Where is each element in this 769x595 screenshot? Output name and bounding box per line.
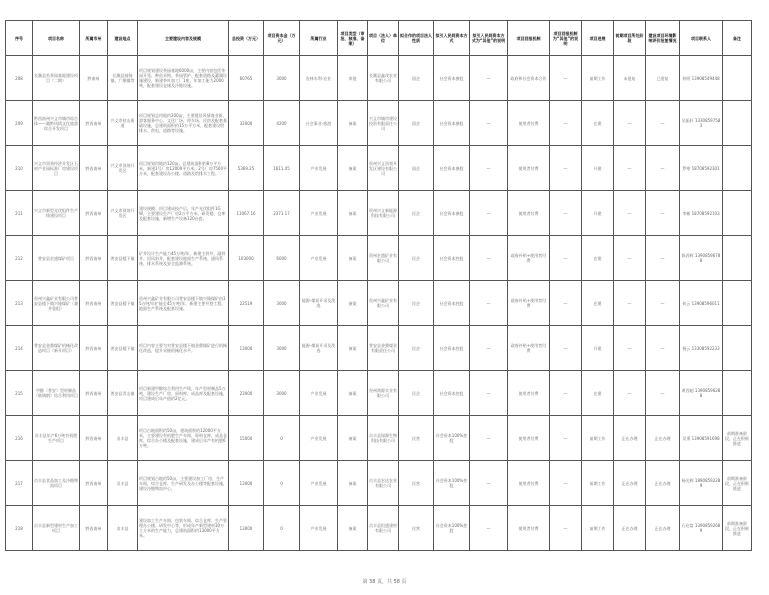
table-cell: 能源-煤炭开采及洗选 — [300, 281, 338, 326]
table-cell: 民企 — [399, 326, 434, 371]
table-cell: 产业发展 — [300, 371, 338, 416]
table-cell: 贞丰县 — [108, 506, 138, 551]
table-cell: — — [550, 506, 582, 551]
table-cell: — — [550, 416, 582, 461]
table-cell: 黔西南州兴义市城市综合体——湘黔风情文化旅游综合开发项目 — [33, 101, 80, 146]
table-cell: 李彬 18708592103 — [680, 191, 723, 236]
table-cell: 普安县金鼎煤矿机械化改造项目（新开项目） — [33, 326, 80, 371]
table-cell: — — [470, 236, 508, 281]
table-cell: — — [470, 146, 508, 191]
table-cell: 212 — [6, 236, 33, 281]
table-cell: 长顺县鑫茂农业有限公司 — [368, 56, 399, 101]
table-row — [6, 371, 752, 416]
table-cell: 使用者付费 — [508, 191, 550, 236]
table-cell: 贵州兴义新能源科技有限公司 — [368, 191, 399, 236]
table-cell: — — [550, 461, 582, 506]
column-header: 项目（法人）单位 — [368, 21, 399, 56]
table-cell — [723, 371, 752, 416]
column-header: 项目回报机制 — [508, 21, 550, 56]
table-cell: 贞丰县食品加工及冷链物流项目 — [33, 461, 80, 506]
table-cell: 黔西南州 — [80, 191, 108, 236]
construction-content: 建设加工生产车间、包装车间、综合仓库、生产管理办公楼、研发中心等，形成年产新型建材30万立方米的生产能力，总建筑面积约13000平方米。 — [139, 518, 227, 538]
table-cell: 产业发展 — [300, 191, 338, 236]
table-cell: — — [470, 461, 508, 506]
table-cell: — — [470, 191, 508, 236]
table-row — [6, 146, 752, 191]
table-cell: — — [614, 236, 646, 281]
table-cell: 政府和社会资本合作 — [508, 56, 550, 101]
construction-content: 项目规划建设茶园基地6000亩，主要内容包括茶园开垦、种苗采购、茶园管护、配套道路及灌溉设施建设，新建茶叶加工厂1座，年加工能力2000吨，配套建设仓储及冷链设施。 — [139, 68, 227, 88]
table-row — [6, 281, 752, 326]
column-header: 序号 — [6, 21, 33, 56]
table-cell: 4200 — [264, 101, 300, 146]
table-cell: 普安县金鼎煤业有限责任公司 — [368, 326, 399, 371]
table-row — [6, 506, 752, 551]
table-cell: 贞丰县 — [108, 416, 138, 461]
table-cell — [723, 56, 752, 101]
table-cell: 社会资本参股 — [434, 101, 470, 146]
table-cell: — — [614, 281, 646, 326]
table-cell: 黔南州 — [80, 56, 108, 101]
table-cell: 211 — [6, 191, 33, 236]
table-cell: 何明 13908549448 — [680, 56, 723, 101]
column-header: 备注 — [723, 21, 752, 56]
table-cell: 23000 — [229, 371, 264, 416]
table-cell: 使用者付费 — [508, 101, 550, 146]
column-header: 项目回报机制为“其他”的说明 — [550, 21, 582, 56]
table-cell — [723, 236, 752, 281]
table-cell: 备案 — [338, 146, 368, 191]
table-cell — [138, 371, 229, 416]
table-cell: 贵州兴鑫矿业有限公司普安县楼下镇兴隆煤矿（兼并重组） — [33, 281, 80, 326]
table-cell: — — [646, 101, 680, 146]
table-cell: 前期工作 — [582, 461, 614, 506]
table-cell: 政府补贴+使用者付费 — [508, 326, 550, 371]
table-cell: 在建 — [582, 281, 614, 326]
table-cell: 社会资本100%控股 — [434, 506, 470, 551]
table-cell: 正在办理 — [614, 461, 646, 506]
table-cell: — — [646, 146, 680, 191]
table-cell: 使用者付费 — [508, 506, 550, 551]
table-cell — [138, 416, 229, 461]
table-cell: — — [550, 146, 582, 191]
table-cell: 罗寒 18708592301 — [680, 146, 723, 191]
table-cell: 兴义市顶效开发区 — [108, 191, 138, 236]
table-cell: 215 — [6, 371, 33, 416]
table-cell: 黔西南州 — [80, 326, 108, 371]
table-cell: 已批复 — [646, 56, 680, 101]
column-header: 所属市州 — [80, 21, 108, 56]
table-row — [6, 101, 752, 146]
table-cell: 前期工作 — [582, 506, 614, 551]
table-cell: 石启富 13908592689 — [680, 506, 723, 551]
table-cell: 吴勇 13908591698 — [680, 416, 723, 461]
table-cell: 208 — [6, 56, 33, 101]
table-cell: — — [550, 101, 582, 146]
table-header-row — [6, 21, 752, 56]
table-cell: 黔西南州 — [80, 416, 108, 461]
table-cell — [138, 191, 229, 236]
table-cell: — — [470, 371, 508, 416]
column-header: 项目联系人 — [680, 21, 723, 56]
table-cell — [138, 506, 229, 551]
table-cell: 11067.16 — [229, 191, 264, 236]
table-cell: 社会资本参股 — [434, 56, 470, 101]
table-cell: 103000 — [229, 236, 264, 281]
table-cell: 开建 — [582, 326, 614, 371]
table-cell: — — [550, 191, 582, 236]
construction-content: 项目规划占地约50亩，主要建设加工厂房、生产车间、综合仓库、生产研发及办公楼等配套设施，建设冷链物流中心。 — [139, 475, 227, 491]
table-cell: 216 — [6, 416, 33, 461]
table-cell — [138, 461, 229, 506]
table-cell: 产业发展 — [300, 416, 338, 461]
table-cell: 备案 — [338, 281, 368, 326]
table-cell: 普安县青山镇 — [108, 371, 138, 416]
column-header: 总投资（万元） — [229, 21, 264, 56]
table-cell: 13000 — [229, 506, 264, 551]
table-cell: 长顺县鼓扬镇、广顺镇等 — [108, 56, 138, 101]
table-cell: — — [614, 371, 646, 416]
table-cell — [138, 101, 229, 146]
table-cell: 黔西南州 — [80, 146, 108, 191]
table-cell: 审批 — [338, 56, 368, 101]
table-cell: — — [614, 146, 646, 191]
column-header: 拟引入民间资本方式为“其他”的说明 — [470, 21, 508, 56]
column-header: 所属行业 — [300, 21, 338, 56]
table-cell: 兴义市顶效经济开发区石材产业园标准厂房建设项目 — [33, 146, 80, 191]
table-cell: 209 — [6, 101, 33, 146]
table-cell: 陈西辉 13908596788 — [680, 236, 723, 281]
table-cell: 民企 — [399, 281, 434, 326]
table-cell: 兴义市城市建设投资有限责任公司 — [368, 101, 399, 146]
table-cell: 社会资本100%控股 — [434, 416, 470, 461]
table-cell: 开建 — [582, 146, 614, 191]
table-cell: — — [646, 326, 680, 371]
table-cell: — — [646, 371, 680, 416]
construction-content: 矿井设计生产能力45万吨/年，新建主斜井、副斜井、回风斜井，配套建设地面生产系统、通风系统、排水系统及安全监测系统。 — [139, 250, 226, 266]
table-cell — [723, 326, 752, 371]
table-cell: 民营 — [399, 461, 434, 506]
column-header: 前期项目所处阶段 — [614, 21, 646, 56]
construction-content: 项目规划用地约120亩，总建筑面积约8万平方米，新建1号厂房12000平方米，2号厂房7500平方米，配套建设办公楼、道路及给排水工程。 — [139, 160, 227, 176]
table-row — [6, 236, 752, 281]
table-cell: 5369.25 — [229, 146, 264, 191]
table-row — [6, 191, 752, 236]
construction-content: 项目占地面积约50亩，建筑面积约12000平方米，主要建设有机肥生产车间、原料仓库、成品仓库、综合办公楼及配套设施，建成后年产有机肥6万吨。 — [139, 428, 227, 448]
table-cell: 3000 — [264, 326, 300, 371]
table-cell: 备案 — [338, 371, 368, 416]
table-cell: 备案 — [338, 236, 368, 281]
table-cell: 备案 — [338, 326, 368, 371]
table-cell — [138, 281, 229, 326]
table-cell: 社会资本控股 — [434, 326, 470, 371]
table-cell: 黄西超 13908596288 — [680, 371, 723, 416]
table-cell: 产业发展 — [300, 236, 338, 281]
table-cell: 6000 — [264, 236, 300, 281]
column-header: 主要建设内容及规模 — [138, 21, 229, 56]
table-cell: 3000 — [264, 281, 300, 326]
table-cell: 正在办理 — [646, 416, 680, 461]
table-cell: 黔西南州 — [80, 506, 108, 551]
table-cell: 未批复 — [614, 56, 646, 101]
table-cell: 贞丰县绿源生物科技有限公司 — [368, 416, 399, 461]
table-cell: 社会资本控股 — [434, 371, 470, 416]
table-cell — [723, 101, 752, 146]
table-cell: 国企 — [399, 146, 434, 191]
table-cell: 2371.17 — [264, 191, 300, 236]
table-cell: 产业发展 — [300, 146, 338, 191]
column-header: 建设项目环境影响评价批复情况 — [646, 21, 680, 56]
project-table — [5, 20, 752, 551]
table-cell — [138, 236, 229, 281]
table-cell: 使用者付费 — [508, 461, 550, 506]
table-cell: 在建 — [582, 236, 614, 281]
table-cell: 1611.45 — [264, 146, 300, 191]
table-cell: 贞丰县年产6万吨有机肥生产项目 — [33, 416, 80, 461]
table-cell: 政府补贴+使用者付费 — [508, 236, 550, 281]
table-cell: — — [646, 236, 680, 281]
table-row — [6, 461, 752, 506]
table-cell: 218 — [6, 506, 33, 551]
table-cell: — — [470, 101, 508, 146]
table-cell: 普安县楼下镇 — [108, 236, 138, 281]
table-cell: 贵州兴鑫矿业有限公司 — [368, 281, 399, 326]
table-cell: 备案 — [338, 191, 368, 236]
table-cell: 贞丰县恒盛建材有限公司 — [368, 506, 399, 551]
column-header: 项目类型（审批、核准、备案） — [338, 21, 368, 56]
table-cell: 前期准备阶段，正在积极推进 — [723, 461, 752, 506]
table-cell: 开建 — [582, 191, 614, 236]
table-cell: 社会资本参股 — [434, 191, 470, 236]
table-cell: — — [470, 326, 508, 371]
table-cell: 社会资本控股 — [434, 281, 470, 326]
table-cell: 22519 — [229, 281, 264, 326]
table-cell — [138, 146, 229, 191]
table-cell: 备案 — [338, 506, 368, 551]
construction-content: 项目新建甲醇综合利用生产线，年产型材制品5万吨，建设生产厂房、原料库、成品库及配套设施，项目建成后年产值约2亿元。 — [139, 385, 227, 401]
table-cell: 0 — [264, 416, 300, 461]
table-cell: 杨光辉 18908592289 — [680, 461, 723, 506]
table-cell: 黔西南州 — [80, 371, 108, 416]
table-cell: 使用者付费 — [508, 416, 550, 461]
column-header: 建设地点 — [108, 21, 138, 56]
table-cell: 0 — [264, 506, 300, 551]
table-cell: — — [470, 281, 508, 326]
table-cell: 正在办理 — [646, 506, 680, 551]
table-cell: — — [646, 281, 680, 326]
table-cell: 兴义市新型光伏组件生产线建设项目 — [33, 191, 80, 236]
table-cell: 0 — [264, 461, 300, 506]
table-cell: 黔西南州 — [80, 461, 108, 506]
table-cell: 社会事业-旅游 — [300, 101, 338, 146]
table-cell: 社会资本控股 — [434, 236, 470, 281]
table-cell: 214 — [6, 326, 33, 371]
table-cell: 产业发展 — [300, 461, 338, 506]
table-cell: 黔西南州 — [80, 236, 108, 281]
table-cell: 贞丰县新型建材生产加工项目 — [33, 506, 80, 551]
table-cell: 产业发展 — [300, 506, 338, 551]
table-cell: 社会资本100%控股 — [434, 461, 470, 506]
table-cell: 国企 — [399, 56, 434, 101]
table-cell: 杨云 13308592233 — [680, 326, 723, 371]
table-cell — [138, 56, 229, 101]
column-header: 项目名称 — [33, 21, 80, 56]
table-cell: 在建 — [582, 371, 614, 416]
table-row — [6, 56, 752, 101]
table-cell: — — [470, 506, 508, 551]
table-cell: — — [470, 416, 508, 461]
table-cell: 213 — [6, 281, 33, 326]
table-cell: 备案 — [338, 101, 368, 146]
table-cell: — — [646, 191, 680, 236]
table-cell — [138, 326, 229, 371]
table-cell: 政府补贴+使用者付费 — [508, 281, 550, 326]
table-cell: 甲醇（普安）型材制品（玻璃钢）综合利用项目 — [33, 371, 80, 416]
construction-content: 项目规划总用地约200亩，主要建设风情商业街、游客服务中心、文化广场、停车场、民宿及配套基础设施，总建筑面积约15万平方米，配套建设给排水、供电、道路等设施。 — [139, 113, 227, 133]
table-cell: 国企 — [399, 101, 434, 146]
table-cell: 吴振轩 13308597583 — [680, 101, 723, 146]
table-cell — [723, 191, 752, 236]
table-cell: 前期准备阶段，正在积极推进 — [723, 506, 752, 551]
table-cell: 备案 — [338, 416, 368, 461]
table-cell: 正在办理 — [614, 506, 646, 551]
table-cell: — — [550, 326, 582, 371]
table-cell: 正在办理 — [614, 416, 646, 461]
table-cell: — — [550, 56, 582, 101]
table-cell: 普安县楼下镇 — [108, 326, 138, 371]
column-header: 拟引入民间资本方式 — [434, 21, 470, 56]
table-cell — [723, 146, 752, 191]
table-cell: — — [550, 281, 582, 326]
column-header: 拟合作的项目法人性质 — [399, 21, 434, 56]
column-header: 项目进展 — [582, 21, 614, 56]
table-cell: 普安县宏盛煤矿项目 — [33, 236, 80, 281]
table-cell: 民营 — [399, 506, 434, 551]
table-cell: 贞丰县 — [108, 461, 138, 506]
table-cell: 社会资本参股 — [434, 146, 470, 191]
page-number: 第 38 页，共 58 页 — [362, 579, 407, 585]
table-cell: 民企 — [399, 236, 434, 281]
table-cell: — — [614, 326, 646, 371]
table-cell: 前期工作 — [582, 56, 614, 101]
table-cell: 3000 — [264, 371, 300, 416]
table-cell: — — [614, 101, 646, 146]
table-cell: 能源-煤炭开采及洗选 — [300, 326, 338, 371]
table-cell: — — [550, 371, 582, 416]
table-cell — [723, 281, 752, 326]
table-cell: 民营 — [399, 416, 434, 461]
table-cell: 黔西南州 — [80, 101, 108, 146]
table-cell: 普安县楼下镇 — [108, 281, 138, 326]
table-row — [6, 416, 752, 461]
table-cell: 13000 — [229, 461, 264, 506]
table-cell: 前期准备阶段，正在积极推进 — [723, 416, 752, 461]
table-cell: — — [470, 56, 508, 101]
table-row — [6, 326, 752, 371]
table-cell: 兴义市桔山街道 — [108, 101, 138, 146]
table-cell: 贵州鸿源实业有限公司 — [368, 371, 399, 416]
table-cell: 农林水利-农业 — [300, 56, 338, 101]
table-cell: 民企 — [399, 191, 434, 236]
table-cell: 60765 — [229, 56, 264, 101]
table-cell: 217 — [6, 461, 33, 506]
table-cell: 长顺县苔茶园基地建设项目（二期） — [33, 56, 80, 101]
table-cell: 32000 — [229, 101, 264, 146]
table-cell: 贵州兴义顶效开发区建设有限公司 — [368, 146, 399, 191]
table-cell: 15000 — [229, 416, 264, 461]
construction-content: 建设规模：项目建成投产后，年产光伏组件1GW，主要建设生产厂房2万平方米、研发楼、仓库及配套设施，新增生产设备120台套。 — [139, 205, 226, 221]
table-cell: — — [614, 191, 646, 236]
table-cell: 民企 — [399, 371, 434, 416]
table-cell: 13000 — [229, 326, 264, 371]
column-header: 项目资本金（万元） — [264, 21, 300, 56]
table-cell: 正在办理 — [646, 461, 680, 506]
construction-content: 贵州兴鑫矿业有限公司普安县楼下镇兴隆煤矿由15万吨/年扩能至45万吨/年，新建主要井巷工程、地面生产系统及配套设施。 — [139, 295, 226, 311]
table-cell: 备案 — [338, 461, 368, 506]
table-cell: 3000 — [264, 56, 300, 101]
table-cell: 贞丰县宏达农业有限公司 — [368, 461, 399, 506]
table-cell: 贵州宏盛矿业有限公司 — [368, 236, 399, 281]
construction-content: 项目内容主要为对普安县楼下镇金鼎煤矿进行机械化改造，提升采掘机械化水平。 — [139, 343, 227, 353]
table-cell: 黔西南州 — [80, 281, 108, 326]
table-cell: 前期工作 — [582, 416, 614, 461]
table-cell: 兴义市顶效开发区 — [108, 146, 138, 191]
table-cell: — — [550, 236, 582, 281]
table-cell: 何云 13908596011 — [680, 281, 723, 326]
table-cell: 在建 — [582, 101, 614, 146]
table-cell: 210 — [6, 146, 33, 191]
table-cell: 使用者付费 — [508, 146, 550, 191]
table-cell: 使用者付费 — [508, 371, 550, 416]
